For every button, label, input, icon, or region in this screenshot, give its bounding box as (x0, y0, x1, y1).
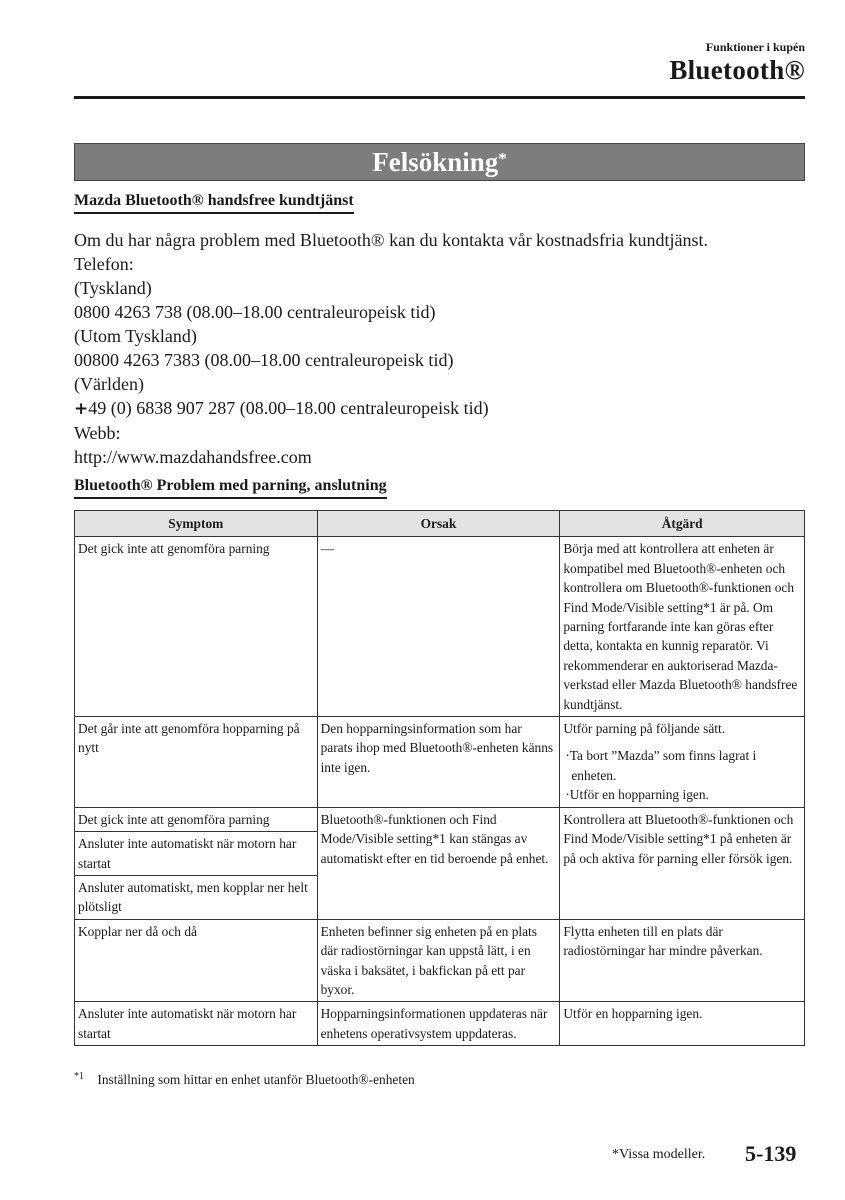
table-row (75, 807, 805, 831)
region-outside-germany: (Utom Tyskland) (74, 326, 197, 346)
pairing-heading: Bluetooth® Problem med parning, anslutning (74, 477, 387, 499)
support-heading: Mazda Bluetooth® handsfree kundtjänst (74, 192, 354, 214)
cause-cell: — (317, 537, 560, 717)
web-label: Webb: (74, 423, 121, 443)
action-cell: Börja med att kontrollera att enheten är kompatibel med Bluetooth®-enheten och kontrollera om Bluetooth®-funktionen och Find Mode/Visible setting*1 är på. Om parning fortfarande inte kan göras efter detta, kontakta en kunnig reparatör. Vi rekommenderar en auktoriserad Mazda-verkstad eller Mazda Bluetooth® handsfree kundtjänst. (560, 537, 805, 717)
column-header-symptom: Symptom (75, 511, 318, 537)
cause-cell: Bluetooth®-funktionen och Find Mode/Visible setting*1 kan stängas av automatiskt efter en tid beroende på enhet. (317, 807, 560, 919)
symptom-cell: Ansluter inte automatiskt när motorn har startat (75, 1002, 318, 1046)
action-cell: Flytta enheten till en plats där radiostörningar har mindre påverkan. (560, 919, 805, 1002)
column-header-action: Åtgärd (560, 511, 805, 537)
footnote (74, 1072, 415, 1088)
action-intro: Utför parning på följande sätt. (563, 721, 726, 737)
phone-outside-germany: 00800 4263 7383 (08.00–18.00 centraleuropeisk tid) (74, 350, 454, 370)
symptom-cell: Det går inte att genomföra hopparning på nytt (75, 717, 318, 808)
action-cell: Utför en hopparning igen. (560, 1002, 805, 1046)
action-step: ·Ta bort ”Mazda” som finns lagrat i enheten. (565, 748, 757, 783)
region-germany: (Tyskland) (74, 278, 152, 298)
phone-world-number: 49 (0) 6838 907 287 (08.00–18.00 centraleuropeisk tid) (88, 398, 489, 418)
cause-cell: Den hopparningsinformation som har parats ihop med Bluetooth®-enheten känns inte igen. (317, 717, 560, 808)
action-step: ·Utför en hopparning igen. (565, 787, 709, 803)
symptom-cell: Det gick inte att genomföra parning (75, 537, 318, 717)
cause-cell: Hopparningsinformationen uppdateras när enhetens operativsystem uppdateras. (317, 1002, 560, 1046)
action-cell (560, 717, 805, 808)
footnote-text: Inställning som hittar en enhet utanför Bluetooth®-enheten (97, 1072, 415, 1087)
phone-label: Telefon: (74, 254, 134, 274)
support-intro: Om du har några problem med Bluetooth® kan du kontakta vår kostnadsfria kundtjänst. (74, 230, 709, 250)
banner-mark: * (498, 149, 507, 168)
page-number: 5-139 (745, 1141, 797, 1166)
troubleshooting-table (74, 510, 805, 1046)
cause-cell: Enheten befinner sig enheten på en plats där radiostörningar kan uppstå lätt, i en väska i baksätet, i bakfickan på ett par byxor. (317, 919, 560, 1002)
symptom-cell: Det gick inte att genomföra parning (75, 807, 318, 831)
symptom-cell: Ansluter inte automatiskt när motorn har startat (75, 832, 318, 876)
symptom-cell: Kopplar ner då och då (75, 919, 318, 1002)
plus-sign: + (74, 399, 89, 419)
table-header-row (75, 511, 805, 537)
symptom-cell: Ansluter automatiskt, men kopplar ner helt plötsligt (75, 875, 318, 919)
web-url[interactable]: http://www.mazdahandsfree.com (74, 447, 312, 467)
phone-germany: 0800 4263 738 (08.00–18.00 centraleuropeisk tid) (74, 302, 436, 322)
page-title: Bluetooth® (669, 55, 805, 85)
table-row (75, 717, 805, 808)
phone-world (74, 396, 814, 421)
table-row (75, 537, 805, 717)
region-world: (Världen) (74, 374, 144, 394)
table-row (75, 1002, 805, 1046)
action-cell: Kontrollera att Bluetooth®-funktionen och Find Mode/Visible setting*1 på enheten är på och aktiva för parning eller försök igen. (560, 807, 805, 919)
table-row (75, 919, 805, 1002)
support-body (74, 228, 814, 469)
section-label: Funktioner i kupén (705, 40, 805, 54)
troubleshooting-banner (74, 143, 805, 181)
column-header-cause: Orsak (317, 511, 560, 537)
header-rule (74, 96, 805, 99)
footnote-mark: *1 (74, 1071, 84, 1082)
banner-title: Felsökning (372, 146, 499, 177)
models-note: *Vissa modeller. (612, 1147, 706, 1162)
